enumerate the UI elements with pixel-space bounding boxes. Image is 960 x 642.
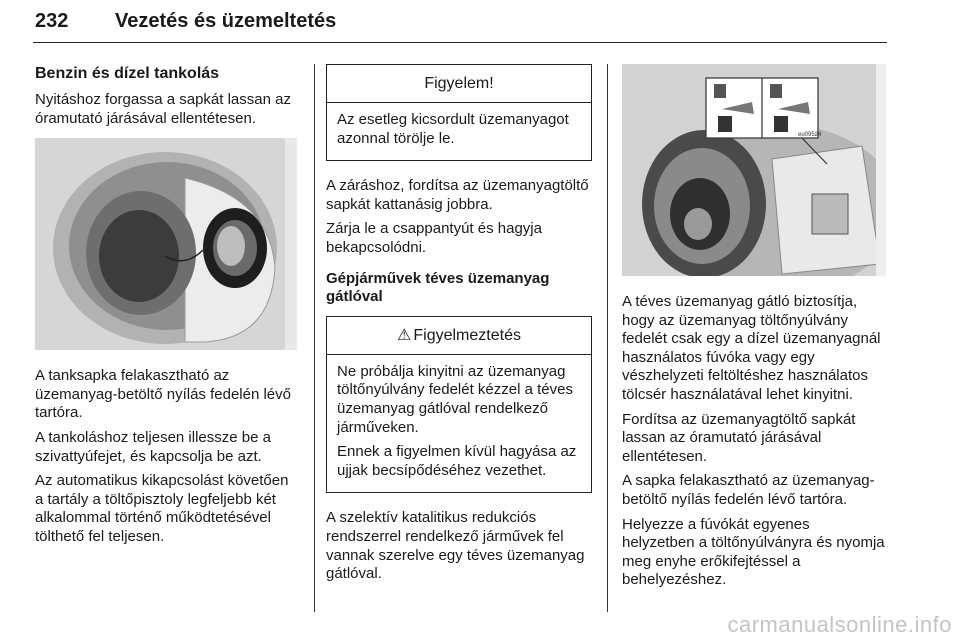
subheading: Gépjárművek téves üzemanyag gátlóval	[326, 269, 550, 306]
caution-text: Az esetleg kicsordult üzemanyagot azonnal törölje le.	[337, 111, 569, 147]
paragraph: A szelektív katalitikus redukciós rendszerrel rendelkező járművek fel vannak szerelve egy téves üzemanyag gátlóval.	[326, 509, 585, 583]
column-right	[622, 64, 886, 596]
warning-text: Ennek a figyelmen kívül hagyása az ujjak becsípődéséhez vezethet.	[337, 443, 577, 479]
page-header	[33, 8, 887, 43]
paragraph: A téves üzemanyag gátló biztosítja, hogy az üzemanyag töltőnyúlvány fedelét csak egy a dízel üzemanyagnál használatos fúvóka vagy egy vészhelyzeti feltöltéshez használatos tölcsér használatával lehet kinyitni.	[622, 293, 881, 403]
section-heading: Benzin és dízel tankolás	[35, 65, 220, 82]
intro-paragraph: Nyitáshoz forgassa a sapkát lassan az óramutató járásával ellentétesen.	[35, 91, 291, 127]
watermark: carmanualsonline.info	[727, 612, 952, 637]
caution-title: Figyelem!	[327, 65, 591, 103]
page-number: 232	[35, 10, 69, 32]
warning-icon: ⚠	[397, 326, 412, 344]
warning-header	[327, 317, 591, 355]
paragraph: Fordítsa az üzemanyagtöltő sapkát lassan az óramutató járásával ellentétesen.	[622, 410, 856, 465]
paragraph: A záráshoz, fordítsa az üzemanyagtöltő sapkát kattanásig jobbra.	[326, 177, 589, 213]
warning-title: Figyelmeztetés	[413, 326, 521, 344]
paragraph: A tanksapka felakasztható az üzemanyag-betöltő nyílás fedelén lévő tartóra.	[35, 367, 291, 422]
photo-code: eu09524	[798, 132, 822, 138]
caution-box	[326, 64, 592, 161]
column-middle	[326, 64, 592, 590]
paragraph: Az automatikus kikapcsolást követően a tartály a töltőpisztoly legfeljebb két alkalommal történő működtetésével tölthető fel teljesen.	[35, 472, 289, 545]
paragraph: A sapka felakasztható az üzemanyag-betöltő nyílás fedelén lévő tartóra.	[622, 472, 875, 508]
paragraph: Helyezze a fúvókát egyenes helyzetben a töltőnyúlványra és nyomja meg enyhe erőkifejtéssel a behelyezéshez.	[622, 515, 885, 589]
column-divider-2	[607, 64, 608, 612]
column-divider-1	[314, 64, 315, 612]
warning-box	[326, 316, 592, 494]
misfuel-inhibitor-photo	[622, 64, 886, 276]
fuel-cap-photo	[35, 138, 297, 350]
paragraph: Zárja le a csappantyút és hagyja bekapcsolódni.	[326, 220, 542, 256]
column-left	[35, 64, 300, 553]
warning-text: Ne próbálja kinyitni az üzemanyag töltőnyúlvány fedelét kézzel a téves üzemanyag gátlóval rendelkező járműveken.	[337, 362, 573, 436]
paragraph: A tankoláshoz teljesen illessze be a szivattyúfejet, és kapcsolja be azt.	[35, 428, 271, 465]
chapter-title: Vezetés és üzemeltetés	[115, 10, 337, 32]
